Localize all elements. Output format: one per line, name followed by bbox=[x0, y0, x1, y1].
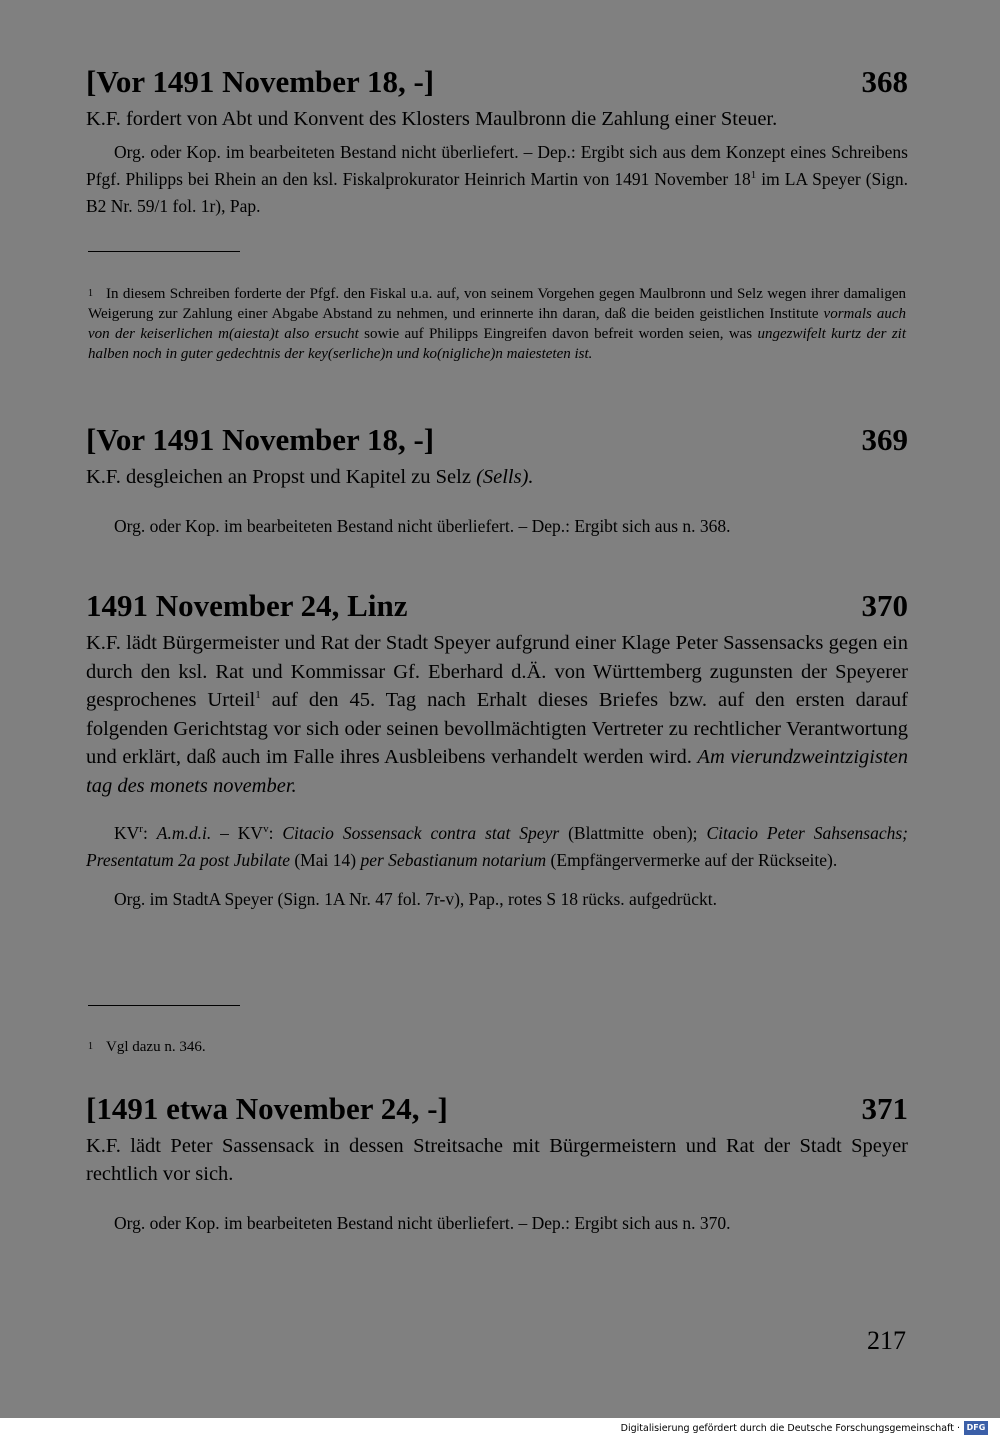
entry-header bbox=[86, 1090, 908, 1128]
footnote-rule bbox=[88, 251, 240, 252]
entry-remarks: $KV^r$: A.m.d.i. – $KV^v$: Citacio Sossensack contra stat Speyr (Blattmitte oben); Citacio Peter Sahsensachs; Presentatum 2a post Jubilate (Mai 14) per Sebastianum notarium (Empfängervermerke auf der Rückseite). bbox=[86, 823, 908, 870]
entry-date: [Vor 1491 November 18, -] bbox=[86, 422, 435, 457]
funding-notice: Digitalisierung gefördert durch die Deutsche Forschungsgemeinschaft · bbox=[620, 1423, 960, 1434]
entry-date: 1491 November 24, Linz bbox=[86, 588, 408, 623]
footnote-370: 1 Vgl dazu n. 346. bbox=[88, 1039, 206, 1055]
footnote-368: 1 In diesem Schreiben forderte der Pfgf. den Fiskal u.a. auf, von seinem Vorgehen gegen Maulbronn und Selz wegen ihrer damaligen Weigerung zur Zahlung einer Abgabe Abstand zu nehmen, und erinnerte ihn daran, daß die beiden geistlichen Institute vormals auch von der keiserlichen m(aiesta)t also ersucht sowie auf Philipps Eingreifen davon befreit worden seien, was ungezwifelt kurtz der zit halben noch in guter gedechtnis der key(serliche)n und ko(nigliche)n maiesteten ist. bbox=[88, 286, 906, 362]
entry-note: Org. oder Kop. im bearbeiteten Bestand nicht überliefert. – Dep.: Ergibt sich aus n. 368. bbox=[114, 516, 731, 536]
entry-summary: K.F. fordert von Abt und Konvent des Klosters Maulbronn die Zahlung einer Steuer. bbox=[86, 108, 778, 130]
entry-number: 371 bbox=[861, 1091, 908, 1126]
entry-371 bbox=[86, 1090, 908, 1237]
entry-number: 369 bbox=[861, 422, 908, 457]
entry-number: 368 bbox=[861, 64, 908, 99]
entry-note: Org. oder Kop. im bearbeiteten Bestand nicht überliefert. – Dep.: Ergibt sich aus n. 370. bbox=[114, 1213, 731, 1233]
entry-header bbox=[86, 63, 908, 101]
entry-date: [1491 etwa November 24, -] bbox=[86, 1091, 448, 1126]
entry-summary: K.F. lädt Bürgermeister und Rat der Stadt Speyer aufgrund einer Klage Peter Sassensacks gegen ein durch den ksl. Rat und Kommissar Gf. Eberhard d.Ä. von Württemberg zugunsten der Speyerer gesprochenes Urteil$^1$ auf den 45. Tag nach Erhalt dieses Briefes bzw. auf den ersten darauf folgenden Gerichtstag vor sich oder seinen bevollmächtigten Vertreter zu rechtlicher Verantwortung und erklärt, daß auch im Falle ihres Ausbleibens verhandelt werden wird. Am vierundzweintzigisten tag des monets november. bbox=[86, 632, 909, 797]
entry-note: Org. oder Kop. im bearbeiteten Bestand nicht überliefert. – Dep.: Ergibt sich aus dem Konzept eines Schreibens Pfgf. Philipps bei Rhein an den ksl. Fiskalprokurator Heinrich Martin von 1491 November $18^1$ im LA Speyer (Sign. B2 Nr. 59/1 fol. 1r), Pap. bbox=[86, 142, 908, 216]
footnote-rule bbox=[88, 1005, 240, 1006]
entry-number: 370 bbox=[861, 588, 908, 623]
entry-368 bbox=[86, 63, 908, 220]
entry-summary: K.F. desgleichen an Propst und Kapitel zu Selz (Sells). bbox=[86, 466, 534, 488]
entry-370 bbox=[86, 587, 908, 913]
entry-summary: K.F. lädt Peter Sassensack in dessen Streitsache mit Bürgermeistern und Rat der Stadt Speyer rechtlich vor sich. bbox=[86, 1135, 908, 1185]
entry-date: [Vor 1491 November 18, -] bbox=[86, 64, 435, 99]
entry-note: Org. im StadtA Speyer (Sign. 1A Nr. 47 fol. 7r-v), Pap., rotes S 18 rücks. aufgedrückt. bbox=[114, 889, 718, 909]
entry-369 bbox=[86, 421, 908, 540]
dfg-logo-icon: DFG bbox=[964, 1421, 988, 1435]
page-number: 217 bbox=[867, 1326, 906, 1355]
entry-header bbox=[86, 421, 908, 459]
entry-header bbox=[86, 587, 908, 625]
